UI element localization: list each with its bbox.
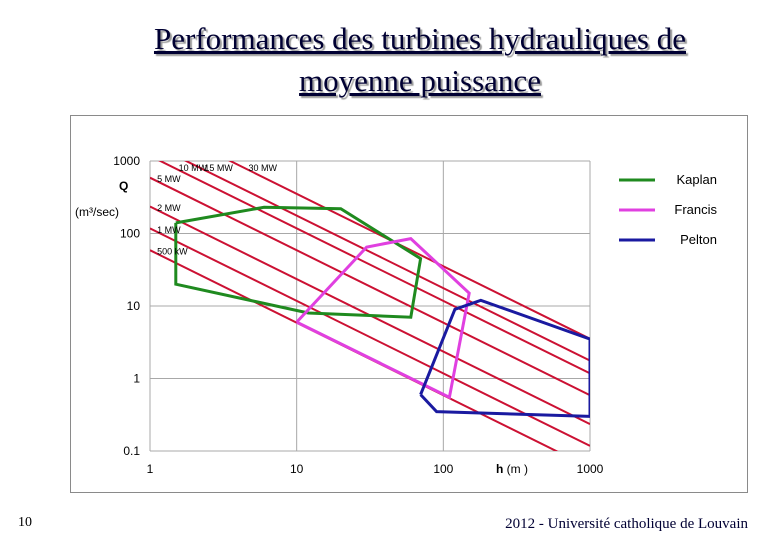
turbine-envelopes	[176, 207, 590, 416]
x-tick-label: 100	[433, 462, 454, 476]
y-axis-label-q: Q	[119, 179, 129, 193]
turbine-performance-chart	[71, 116, 747, 492]
power-line	[150, 156, 590, 374]
y-tick-label: 100	[119, 226, 140, 241]
y-tick-label: 0.1	[123, 444, 140, 458]
power-line-label: 2 MW	[157, 203, 181, 214]
slide-title-line-1: Performances des turbines hydrauliques de	[153, 21, 686, 56]
power-line-label: 5 MW	[157, 174, 181, 185]
slide-title	[40, 18, 780, 102]
power-line-label: 500 kW	[157, 246, 188, 257]
power-line-label: 1 MW	[157, 224, 181, 235]
legend-label-francis: Francis	[674, 202, 717, 217]
x-tick-label: 1000	[576, 462, 604, 476]
y-tick-label: 10	[126, 299, 140, 313]
slide-title-line-2: moyenne puissance	[299, 63, 541, 98]
legend-label-pelton: Pelton	[680, 232, 717, 247]
axis-labels	[75, 179, 528, 476]
power-line	[150, 143, 590, 361]
power-line-label: 10 MW	[178, 163, 208, 174]
slide-number: 10	[18, 515, 32, 530]
chart-frame	[70, 115, 748, 493]
footer-credit: 2012 - Université catholique de Louvain	[505, 516, 748, 532]
x-tick-label: 1	[146, 462, 154, 476]
y-tick-label: 1000	[113, 154, 140, 168]
power-line-label: 15 MW	[204, 163, 233, 174]
legend-label-kaplan: Kaplan	[676, 172, 717, 187]
power-line-label: 30 MW	[248, 163, 278, 174]
power-line	[150, 178, 590, 396]
x-tick-label: 10	[289, 462, 304, 476]
x-axis-label: h (m )	[496, 462, 528, 476]
legend	[603, 164, 743, 256]
y-tick-label: 1	[133, 371, 140, 386]
y-axis-label-unit: (m³/sec)	[75, 205, 119, 219]
